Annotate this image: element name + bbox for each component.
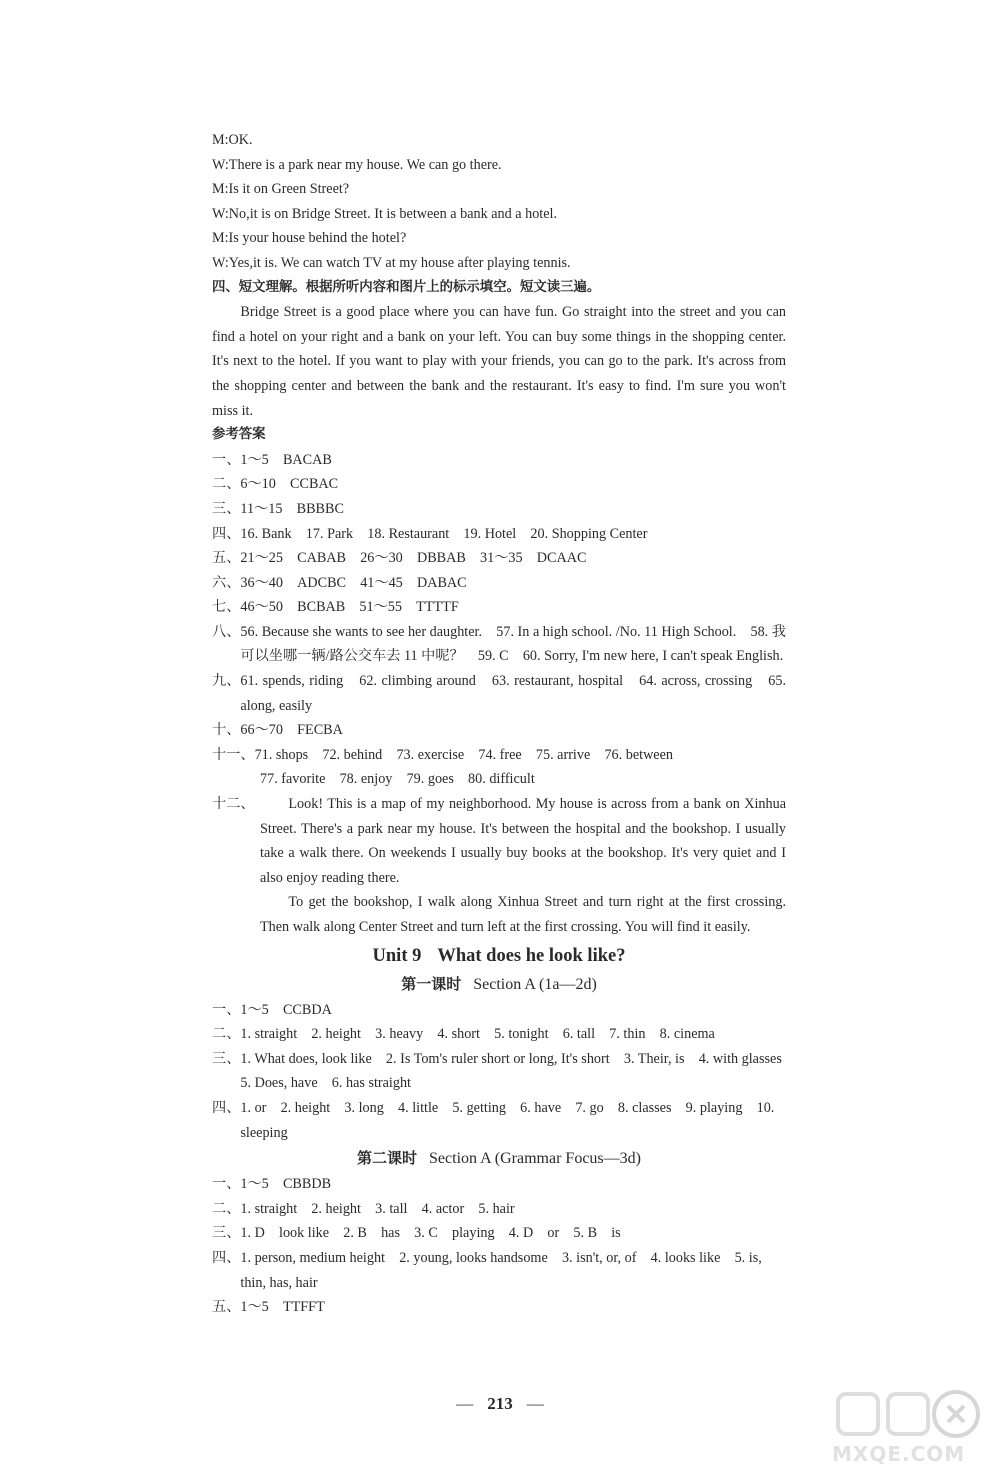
- answer-item: [212, 1047, 797, 1096]
- answer-label: 三、: [212, 1050, 241, 1067]
- answer-key-list: [212, 448, 786, 940]
- watermark-text: MXQE.COM: [832, 1442, 966, 1466]
- lesson-section: Section A (1a—2d): [473, 975, 597, 993]
- unit-number: Unit 9: [372, 945, 422, 966]
- answer-item: [212, 1246, 786, 1295]
- answer-text: 1. straight 2. height 3. tall 4. actor 5. hair: [240, 1200, 515, 1217]
- answer-text: 36～40 ADCBC 41～45 DABAC: [240, 574, 467, 591]
- answer-item: [212, 1096, 786, 1145]
- dialogue-line: W:Yes,it is. We can watch TV at my house after playing tennis.: [212, 254, 571, 271]
- answer-label: 四、: [212, 1099, 241, 1116]
- answer-label: 八、: [212, 623, 241, 640]
- answer-item: [212, 1022, 786, 1047]
- answer-label: 九、: [212, 673, 241, 690]
- answer-text: 1. person, medium height 2. young, looks handsome 3. isn't, or, of 4. looks like 5. is, thin, has, hair: [240, 1249, 762, 1291]
- listening-dialogue: [212, 128, 786, 276]
- answer-label: 十一、: [212, 746, 255, 763]
- answer-text: 56. Because she wants to see her daughter. 57. In a high school. /No. 11 High School. 58. 我可以坐哪一辆/路公交车去 11 中呢？ 59. C 60. Sorry, I'm new here, I can't speak English.: [240, 623, 786, 665]
- answer-item: [212, 571, 786, 596]
- answer-item: [212, 522, 786, 547]
- essay-paragraph: Look! This is a map of my neighborhood. My house is across from a bank on Xinhua Street. There's a park near my house. It's between the hospital and the bookshop. I usually take a walk there. On weekends I usually buy books at the bookshop. It's very quiet and I also enjoy reading there.: [260, 796, 786, 886]
- answer-label: 一、: [212, 1001, 241, 1018]
- answer-text: 1. What does, look like 2. Is Tom's ruler short or long, It's short 3. Their, is 4. with glasses 5. Does, have 6. has straight: [240, 1050, 797, 1092]
- answer-text: 61. spends, riding 62. climbing around 63. restaurant, hospital 64. across, crossing 65. along, easily: [240, 673, 786, 714]
- answer-item: [212, 1295, 786, 1320]
- listening-passage: Bridge Street is a good place where you can have fun. Go straight into the street and you can find a hotel on your right and a bank on your left. You can buy some things in the shopping center. It's next to the hotel. If you want to play with your friends, you can go to the park. It's across from the shopping center and between the bank and the restaurant. It's easy to find. I'm sure you won't miss it.: [212, 304, 786, 419]
- answer-text: 46～50 BCBAB 51～55 TTTTF: [240, 599, 459, 616]
- answer-item: [212, 1221, 786, 1246]
- dialogue-line: W:No,it is on Bridge Street. It is between a bank and a hotel.: [212, 205, 558, 222]
- answer-text: 21～25 CABAB 26～30 DBBAB 31～35 DCAAC: [240, 550, 587, 567]
- answer-text: 11～15 BBBBC: [240, 500, 344, 517]
- answer-text: 1～5 CCBDA: [240, 1001, 332, 1018]
- answer-label: 二、: [212, 1200, 241, 1217]
- answer-label: 三、: [212, 1225, 241, 1242]
- lesson-two-answers: [212, 1172, 786, 1320]
- answer-label: 六、: [212, 574, 241, 591]
- lesson-section: Section A (Grammar Focus—3d): [429, 1150, 641, 1168]
- lesson-one-answers: [212, 998, 797, 1146]
- answer-text: 66～70 FECBA: [240, 722, 343, 739]
- answer-item: [212, 718, 786, 743]
- answer-item: [212, 620, 786, 669]
- answer-text: 1. D look like 2. B has 3. C playing 4. D or 5. B is: [240, 1225, 621, 1242]
- answer-item: [212, 448, 786, 473]
- lesson-label: 第一课时: [401, 974, 462, 993]
- answer-label: 十、: [212, 722, 241, 739]
- answers-heading: 参考答案: [212, 427, 266, 443]
- answer-item: [212, 546, 786, 571]
- answer-text: 1～5 BACAB: [240, 451, 332, 468]
- answer-label: 五、: [212, 550, 241, 567]
- lesson-one-title: [212, 971, 786, 998]
- dialogue-line: W:There is a park near my house. We can go there.: [212, 156, 502, 173]
- answer-label: 二、: [212, 476, 241, 493]
- answer-item: [212, 669, 786, 718]
- answer-item: [212, 497, 786, 522]
- watermark: [830, 1386, 990, 1466]
- answer-item: [212, 743, 786, 792]
- answer-item: [212, 998, 786, 1023]
- answer-text: 16. Bank 17. Park 18. Restaurant 19. Hotel 20. Shopping Center: [240, 525, 648, 542]
- footer-dash: —: [456, 1394, 474, 1413]
- answer-label: 一、: [212, 451, 241, 468]
- lesson-two-title: [212, 1145, 786, 1172]
- unit-name: What does he look like?: [437, 945, 626, 966]
- answer-text: 6～10 CCBAC: [240, 476, 339, 493]
- answer-text: 71. shops 72. behind 73. exercise 74. free 75. arrive 76. between: [254, 746, 673, 763]
- answer-item: [212, 595, 786, 620]
- dialogue-line: M:Is it on Green Street?: [212, 181, 350, 198]
- section-four-heading: 四、短文理解。根据所听内容和图片上的标示填空。短文读三遍。: [212, 279, 601, 295]
- answer-label: 十二、: [212, 796, 255, 813]
- answer-text: 1. or 2. height 3. long 4. little 5. getting 6. have 7. go 8. classes 9. playing 10. sleeping: [240, 1099, 775, 1141]
- answer-label: 三、: [212, 500, 241, 517]
- answer-label: 四、: [212, 525, 241, 542]
- answer-page: [212, 128, 797, 1320]
- footer-dash: —: [526, 1394, 544, 1413]
- dialogue-line: M:OK.: [212, 132, 253, 148]
- answer-label: 二、: [212, 1026, 241, 1043]
- answer-label: 五、: [212, 1299, 241, 1316]
- answer-stamp-icon: [830, 1386, 980, 1446]
- answer-item: [212, 472, 786, 497]
- lesson-label: 第二课时: [357, 1149, 418, 1168]
- answer-item: [212, 1197, 786, 1222]
- answer-text: 1～5 CBBDB: [240, 1176, 332, 1193]
- page-number: 213: [487, 1394, 513, 1413]
- answer-text: 1～5 TTFFT: [240, 1299, 325, 1316]
- answer-item: [212, 1172, 786, 1197]
- essay-answer: [212, 792, 786, 940]
- answer-text: 77. favorite 78. enjoy 79. goes 80. difficult: [260, 771, 535, 788]
- answer-text: 1. straight 2. height 3. heavy 4. short 5. tonight 6. tall 7. thin 8. cinema: [240, 1026, 715, 1043]
- answer-label: 一、: [212, 1176, 241, 1193]
- unit-title: [212, 942, 786, 971]
- essay-paragraph: To get the bookshop, I walk along Xinhua Street and turn right at the first crossing. Then walk along Center Street and turn left at the first crossing. You will find it easily.: [260, 894, 786, 935]
- answer-label: 七、: [212, 599, 241, 616]
- answer-label: 四、: [212, 1249, 241, 1266]
- dialogue-line: M:Is your house behind the hotel?: [212, 230, 407, 247]
